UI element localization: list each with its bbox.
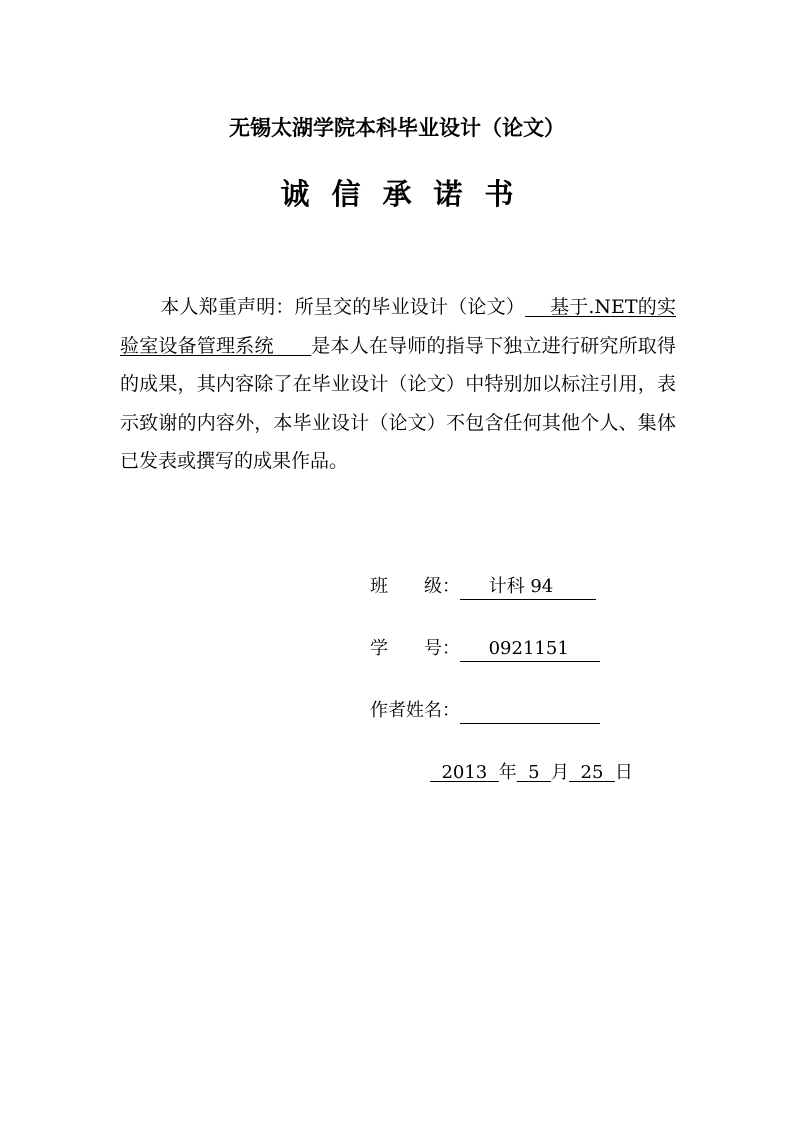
date-year	[430, 762, 499, 783]
date-day-text: 25	[580, 762, 604, 783]
student-id-value	[460, 637, 600, 662]
date-month	[517, 762, 551, 783]
date-day	[569, 762, 615, 783]
student-id-value-text: 0921151	[488, 638, 569, 659]
date-year-unit: 年	[498, 762, 517, 783]
declaration-paragraph	[120, 288, 676, 481]
student-id-label: 学 号：	[370, 638, 460, 659]
date-day-unit: 日	[614, 762, 633, 783]
author-label: 作者姓名：	[370, 700, 460, 721]
class-field	[370, 575, 596, 600]
signature-date	[430, 761, 633, 785]
document-heading: 诚信承诺书	[280, 177, 536, 211]
declaration-part-1: 本人郑重声明：所呈交的毕业设计（论文）	[160, 296, 525, 318]
author-field	[370, 699, 600, 724]
date-month-text: 5	[528, 762, 540, 783]
thesis-title-line-2: 实验室设备管理系统	[120, 296, 676, 357]
page-title: 无锡太湖学院本科毕业设计（论文）	[229, 116, 565, 140]
thesis-title-line-1: 基于.NET的	[549, 296, 657, 318]
date-year-text: 2013	[441, 762, 488, 783]
date-month-unit: 月	[551, 762, 570, 783]
class-label: 班 级：	[370, 576, 460, 597]
class-value-text: 计科 94	[488, 576, 554, 597]
student-id-field	[370, 637, 600, 662]
declaration-part-2: 是本人在导师的指导下独立进行研究所取得的成果，其内容除了在毕业设计（论文）中特别加以标注引用，表示致谢的内容外，本毕业设计（论文）不包含任何其他个人、集体已发表或撰写的成果作品。	[120, 334, 676, 472]
class-value	[460, 575, 596, 600]
author-value	[460, 699, 600, 724]
